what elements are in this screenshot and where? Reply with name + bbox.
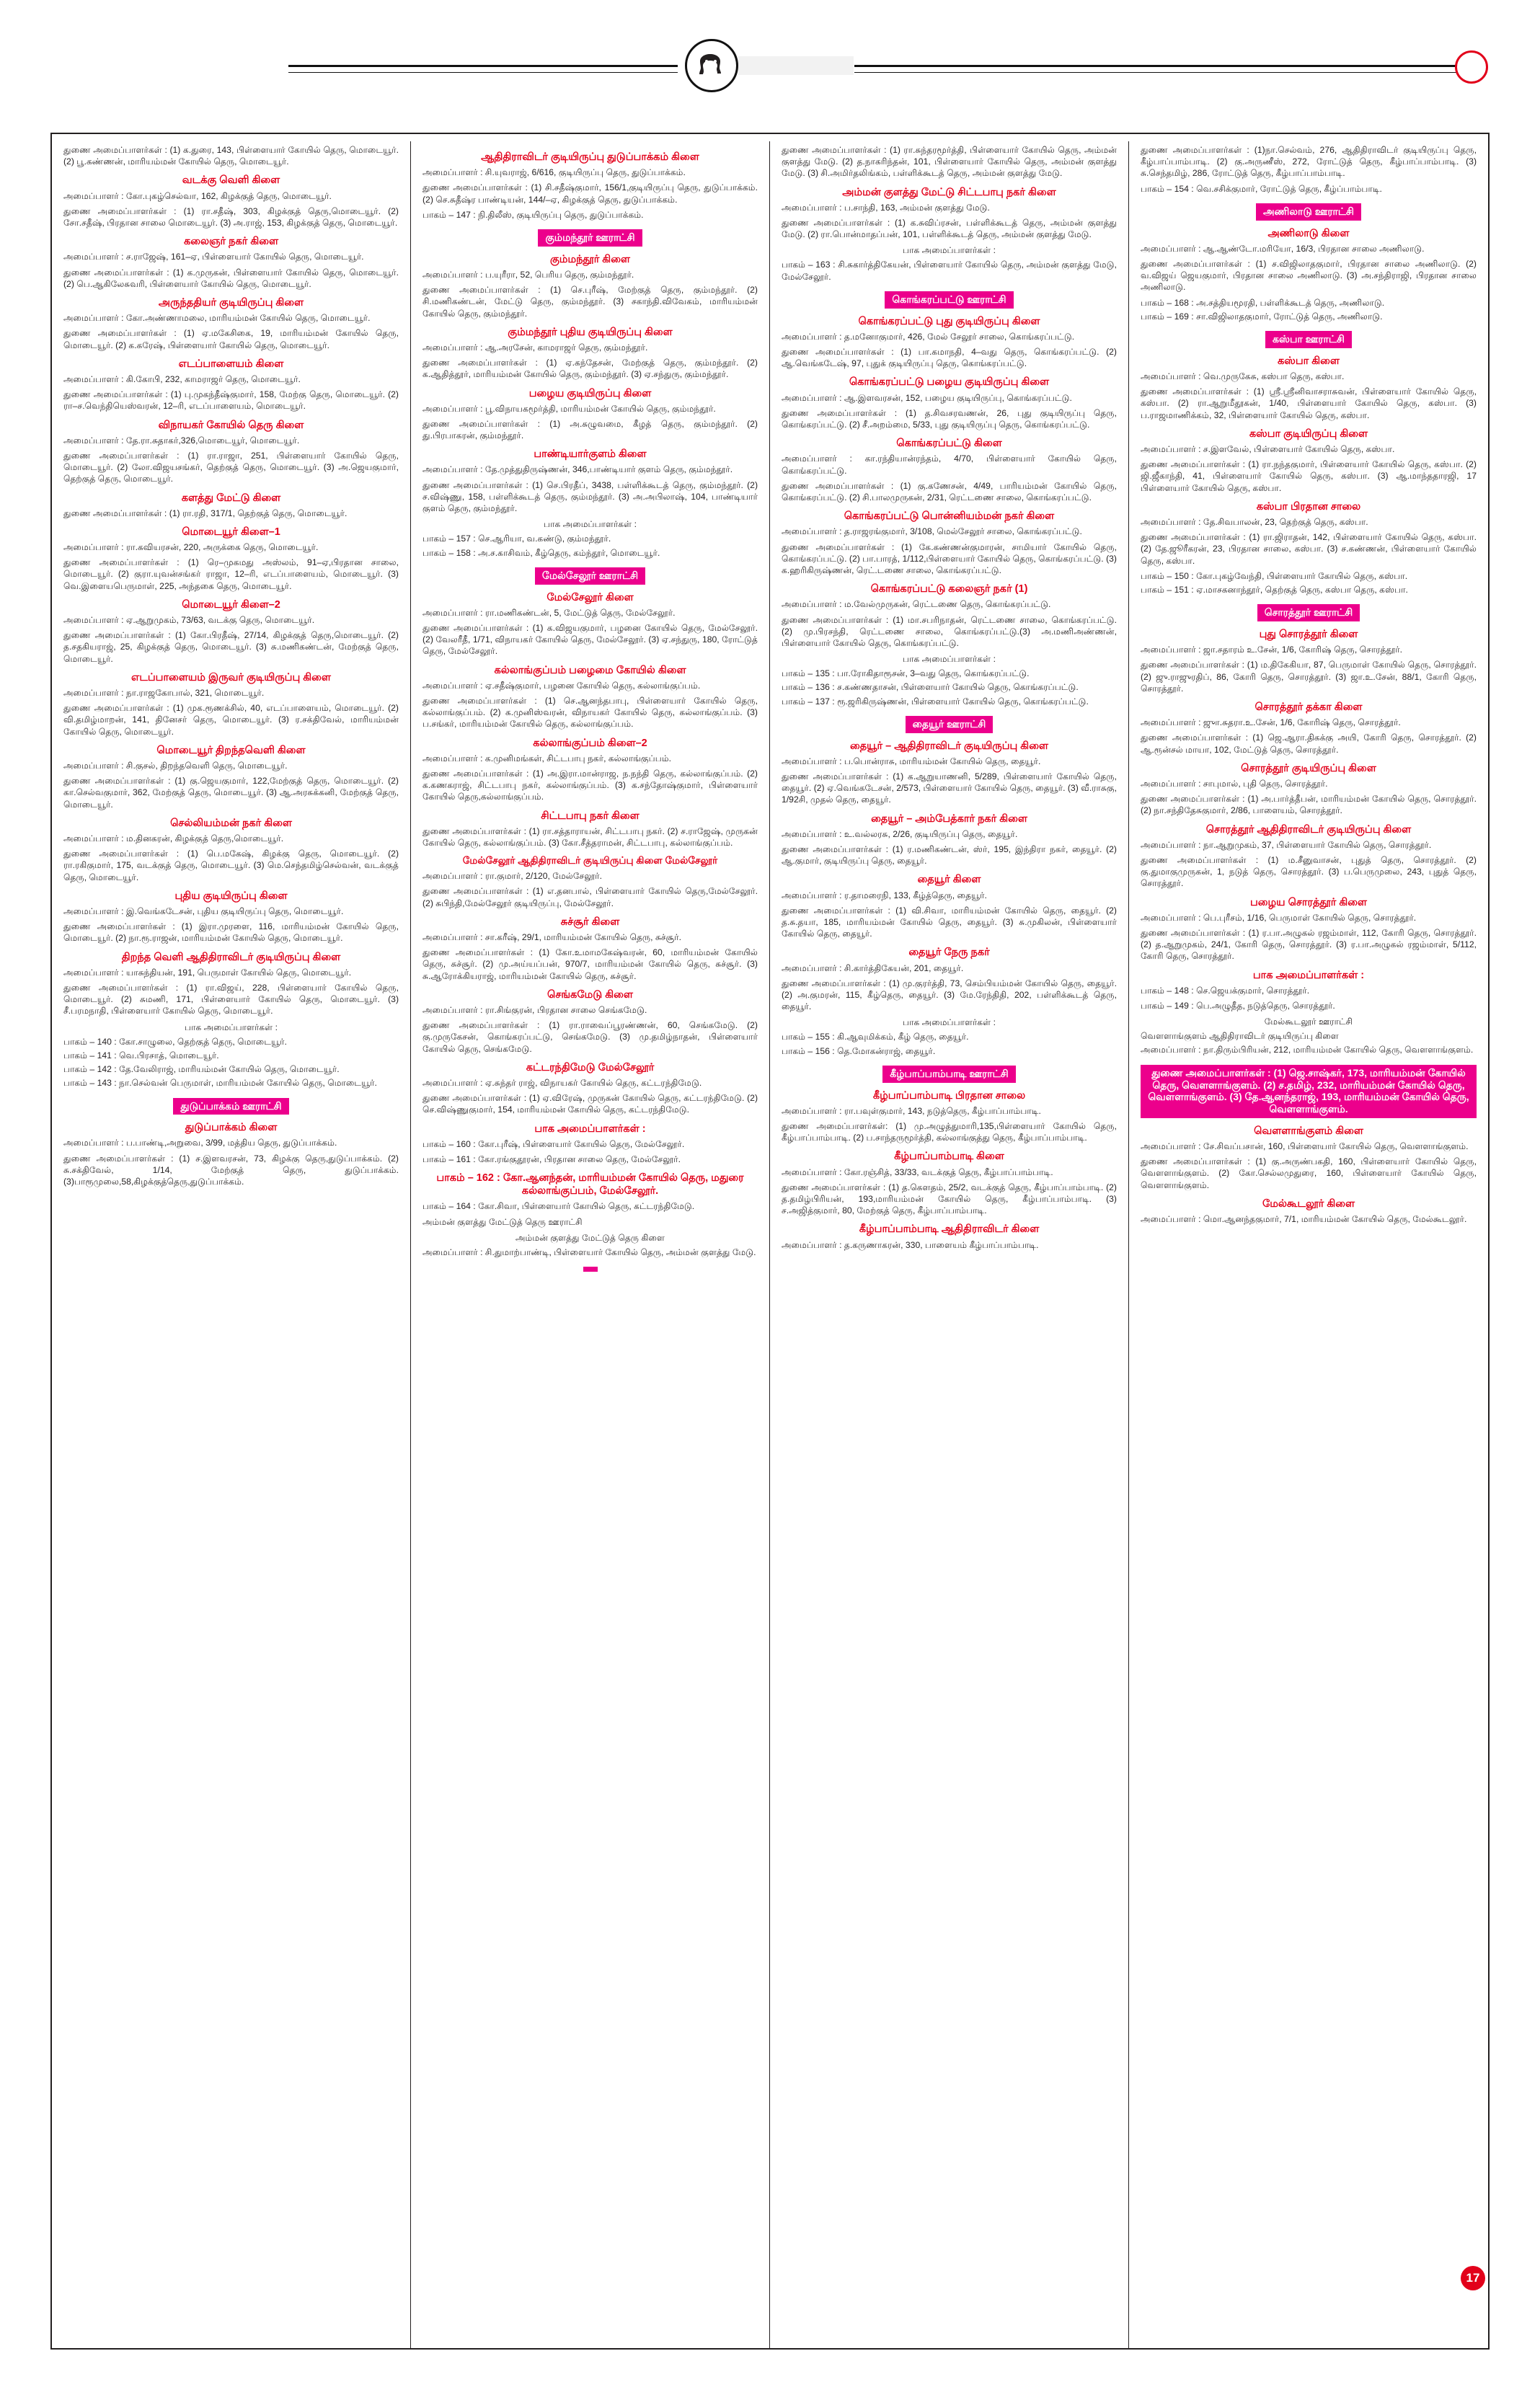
list-item: அமைப்பாளர் : சி.கார்த்திகேயன், 201, தையூர். — [782, 962, 964, 973]
list-item: அமைப்பாளர் : உ.வல்லரசு, 2/26, குடியிருப்பு தெரு, தையூர். — [782, 828, 1018, 839]
list-item: அமைப்பாளர் : ம.தினகரன், கிழக்குத் தெரு,மொடையூர். — [63, 833, 284, 844]
branch-title: மொடையூர் கிளை–1 — [182, 526, 280, 538]
part-organisers-heading: மேல்கூடலூர் ஊராட்சி — [1264, 1017, 1353, 1027]
list-item: துணை அமைப்பாளர்கள் : (1) கு.ஜெயகுமார், 122,மேற்குத் தெரு, மொடையூர். (2) கா.செல்வகுமார், 362, மேற்குத் தெரு, மொடையூர். (3) ஆ.அரசுக்கனி, மேற்குத் தெரு, மொடையூர். — [63, 776, 399, 810]
list-item: அமைப்பாளர் : நா.ஆறுமுகம், 37, பிள்ளையார் கோயில் தெரு, சொரத்தூர். — [1141, 839, 1432, 850]
part-organiser-row: பாகம் – 141 : வெ.பிரசாத், மொடையூர். — [63, 1050, 219, 1060]
list-item: அமைப்பாளர் : பூ.விநாயகமூர்த்தி, மாரியம்மன் கோயில் தெரு, கும்மந்தூர். — [422, 403, 716, 414]
branch-title: கலைஞர் நகர் கிளை — [183, 236, 279, 248]
branch-title: தையூர் நேரு நகர் — [908, 947, 990, 959]
panchayat-tag: கும்மந்தூர் ஊராட்சி — [538, 229, 642, 247]
masthead-band — [738, 56, 854, 75]
list-item: அமைப்பாளர் : ஏ.சுந்தர் ராஜ், விநாயகர் கோயில் தெரு, கட்டரந்திமேடு. — [422, 1077, 702, 1088]
part-organisers-heading: பாக அமைப்பாளர்கள் : — [185, 1022, 278, 1032]
list-item: துணை அமைப்பாளர்கள் : (1) ஏ.விரேஷ், முருகன் கோயில் தெரு, கட்டரந்திமேடு. (2) செ.விஷ்ணுகுமார், 154, மாரியம்மன் கோயில் தெரு, கட்டரந்திமேடு. — [422, 1093, 758, 1115]
list-item: துணை அமைப்பாளர்கள் : (1) த.சிவசரவணன், 26, புது குடியிருப்பு தெரு, கொங்கரப்பட்டு. (2) சீ.அறம்மை, 5/33, புது குடியிருப்பு தெரு, கொங்கரப்பட்டு. — [782, 407, 1117, 430]
branch-title: எடப்பாளையம் கிளை — [178, 358, 284, 370]
column-container — [52, 141, 1488, 2348]
list-item: அமைப்பாளர் : வெ.முருகேசு, கஸ்பா தெரு, கஸ்பா. — [1141, 371, 1345, 382]
list-item: பாகம் – 164 : கோ.சிவா, பிள்ளையார் கோயில் தெரு, கட்டரந்திமேடு. — [422, 1201, 695, 1212]
list-item: துணை அமைப்பாளர்கள் : (1)நா.செல்வம், 276, ஆதிதிராவிடர் குடியிருப்பு தெரு, கீழ்பாப்பாம்பாடி. (2) கு.அருணீஸ், 272, ரோட்டுத் தெரு, கீழ்பாப்பாம்பாடி. (3) சு.செந்தமிழ், 286, ரோட்டுத் தெரு, கீழ்பாப்பாம்பாடி. — [1141, 145, 1477, 179]
part-organiser-row: பாகம் – 156 : தெ.மோகன்ராஜ், தையூர். — [782, 1045, 936, 1056]
list-item: துணை அமைப்பாளர்கள் : (1) அ.சுழுவமை, கீழத் தெரு, கும்மந்தூர். (2) து.பிரபாகரன், கும்மந்தூர். — [422, 418, 758, 441]
elephant-emblem-icon — [685, 39, 738, 92]
list-item: அமைப்பாளர் : ச.ராஜேஷ், 161–ஏ, பிள்ளையார் கோயில் தெரு, மொடையூர். — [63, 252, 364, 262]
branch-title: கல்லாங்குப்பம் பழைமை கோயில் கிளை — [494, 664, 686, 676]
branch-title: பாக அமைப்பாளர்கள் : — [534, 1122, 646, 1135]
branch-title: மேல்கூடலூர் கிளை — [1262, 1197, 1355, 1210]
list-item: துணை அமைப்பாளர்கள் : (1) த.கௌதம், 25/2, வடக்குத் தெரு, கீழ்பாப்பாம்பாடி. (2) த.தமிழ்பிரியன், 193,மாரியம்மன் கோயில் தெரு, கீழ்பாப்பாம்பாடி. (3) ச.அஜித்குமார், 80, மேற்குத் தெரு, கீழ்பாப்பாம்பாடி. — [782, 1182, 1117, 1216]
branch-title: பாண்டியார்குளம் கிளை — [534, 448, 647, 461]
list-item: துணை அமைப்பாளர்கள் : (1) முக.ரூணக்சில், 40, எடப்பாளையம், மொடையூர். (2) வி.தமிழ்மாறன், 141, தினேசர் தெரு, மொடையூர். (3) ர.சக்திவேல், மாரியம்மன் கோயில் தெரு, மொடையூர். — [63, 703, 399, 737]
list-item: துணை அமைப்பாளர்கள் : (1) செ.ஆனந்தபாபு, பிள்ளையார் கோயில் தெரு, கல்லாங்குப்பம். (2) க.முனிஸ்வரன், விநாயகர் கோயில் தெரு, கல்லாங்குப்பம். (3) ப.சங்கர், மாரியம்மன் கோயில் தெரு, கல்லாங்குப்பம். — [422, 695, 758, 730]
list-item: துணை அமைப்பாளர்கள் : (1) மா.சபரிநாதன், ரெட்டணை சாலை, கொங்கரப்பட்டு. (2) மு.பிரசந்தி, ரெட்டணை சாலை, கொங்கரப்பட்டு.(3) அ.மணிஅண்ணன், பிள்ளையார் கோயில் தெரு, கொங்கரப்பட்டு. — [782, 614, 1117, 649]
list-item: துணை அமைப்பாளர்கள் : (1) ரா.ஜிராதன், 142, பிள்ளையார் கோயில் தெரு, கஸ்பா. (2) தே.ஜூரீகரன், 23, பிரதான சாலை, கஸ்பா. (3) ச.கண்ணன், பிள்ளையார் கோயில் தெரு, கஸ்பா. — [1141, 532, 1477, 566]
list-item: அமைப்பாளர் : ஜா.சதாரம் உ.சேன், 1/6, கோரிஷ் தெரு, சொரத்தூர். — [1141, 645, 1403, 655]
list-item: துணை அமைப்பாளர்கள் : (1) வி.சிவா, மாரியம்மன் கோயில் தெரு, தையூர். (2) த.சு.தயா, 185, மாரியம்மன் கோயில் தெரு, தையூர். (3) சு.முகிலன், பிள்ளையார் கோயில் தெரு, தையூர். — [782, 905, 1117, 939]
branch-title: திறந்த வெளி ஆதிதிராவிடர் குடியிருப்பு கிளை — [121, 951, 341, 963]
list-item: அமைப்பாளர் : ப.பொன்ராசு, மாரியம்மன் கோயில் தெரு, தையூர். — [782, 756, 1041, 766]
part-organisers-heading: பாக அமைப்பாளர்கள் : — [903, 1017, 996, 1028]
list-item: துணை அமைப்பாளர்கள் : (1) ஜெ.ஆரா.திகக்கு அயி, கோரி தெரு, சொரத்தூர். (2) ஆ.ரூன்சல் மாயா, 102, மேட்டுத் தெரு, சொரத்தூர். — [1141, 732, 1477, 755]
part-organiser-row: அமைப்பாளர் : நா.திரும்பிரியன், 212, மாரியம்மன் கோயில் தெரு, வௌளாங்குளம். — [1141, 1045, 1474, 1055]
branch-title: பழைய குடியிருப்பு கிளை — [528, 387, 652, 399]
list-item: அமைப்பாளர் : ஜுா.சுதரா.உ.சேன், 1/6, கோரிஷ் தெரு, சொரத்தூர். — [1141, 717, 1401, 728]
part-organiser-row: பாகம் – 158 : அ.ச.காசிவம், கீழ்தெரு, கம்ந்தூர், மொடையூர். — [422, 547, 660, 558]
list-item: துணை அமைப்பாளர்கள் : (1) ரா.ரதி, 317/1, தெற்குத் தெரு, மொடையூர். — [63, 508, 348, 518]
branch-title: கும்மந்தூர் புதிய குடியிருப்பு கிளை — [508, 326, 673, 338]
list-item: துணை அமைப்பாளர்கள் : (1) ரா.சுந்தரமூர்த்தி, பிள்ளையார் கோயில் தெரு, அம்மன் குளத்து மேடு. (2) த.நாகரிந்தன், 101, பிள்ளையார் கோயில் தெரு, அம்மன் குளத்து மேடு. (3) சி.அமிர்தலிங்கம், பள்ளிக்கூடத் தெரு, அம்மன் குளத்து மேடு. — [782, 145, 1117, 179]
part-organiser-row: பாகம் – 136 : ச.கண்ணதாசன், பிள்ளையார் கோயில் தெரு, கொங்கரப்பட்டு. — [782, 682, 1079, 693]
branch-title: கொங்கரப்பட்டு கிளை — [896, 438, 1002, 450]
list-item: துணை அமைப்பாளர்கள் : (1) அ.இரா.மான்ராஜ, ந.நந்தி தெரு, கல்லாங்குப்பம். (2) க.கணகராஜ், சிட்டபாபு நகர், கல்லாங்குப்பம். (3) க.சந்தோஷ்குமார், பிள்ளையார் கோயில் தெரு,கல்லாங்குப்பம். — [422, 768, 758, 802]
list-item: துணை அமைப்பாளர்கள் : (1) க.சுவிப்ரசன், பள்ளிக்கூடத் தெரு, அம்மன் குளத்து மேடு. (2) ரா.பொன்மாதப்பன், 101, பள்ளிக்கூடத் தெரு, அம்மன் குளத்து மேடு. — [782, 218, 1117, 240]
panchayat-tag: துடுப்பாக்கம் ஊராட்சி — [173, 1098, 288, 1115]
list-item: அமைப்பாளர் : த.ராஜரங்குமார், 3/108, மெல்சேலூர் சாலை, கொங்கரப்பட்டு. — [782, 526, 1082, 537]
branch-title: செல்லியம்மன் நகர் கிளை — [170, 817, 292, 829]
list-item: அமைப்பாளர் : ர.தாமரைநி, 133, கீழ்த்தெரு, தையூர். — [782, 890, 987, 900]
masthead-circle-mark — [1455, 50, 1488, 84]
branch-title: சுச்சூர் கிளை — [560, 916, 620, 928]
masthead-rule-right — [854, 65, 1482, 67]
list-item: துணை அமைப்பாளர்கள் : (1) செ.புரீஷ், மேற்குத் தெரு, கும்மந்தூர். (2) சி.மணிகண்டன், மேட்டு தெரு, கும்மந்தூர். (3) சகாந்தி.விவேகம், மாரியம்மன் கோயில் தெரு, கும்மந்தூர். — [422, 285, 758, 319]
list-item: துணை அமைப்பாளர்கள் : (1) ரா.விஜய், 228, பிள்ளையார் கோயில் தெரு, மொடையூர். (2) சுமணி, 171, பிள்ளையார் கோயில் தெரு, மொடையூர். (3) சீ.பரமநாதி, பிள்ளையார் கோயில் தெரு, மொடையூர். — [63, 983, 399, 1017]
branch-title: செங்கமேடு கிளை — [547, 988, 633, 1001]
page-number-badge: 17 — [1461, 2266, 1485, 2290]
part-organiser-row: பாகம் – 135 : பா.ரோகிதாரூசன், 3–வது தெரு, கொங்கரப்பட்டு. — [782, 668, 1030, 679]
list-item: பாகம் – 161 : கோ.ரங்குதூரன், பிரதான சாலை தெரு, மேல்சேலூர். — [422, 1153, 681, 1164]
list-item: துணை அமைப்பாளர்கள் : (1) ரா.ராவைப்பூரண்ணன், 60, செங்கமேடு. (2) கு.முருகேசன், கொங்கரப்பட்டு, செங்கமேடு. (3) மு.தமிழ்நாதன், பிள்ளையார் கோயில் தெரு, செங்கமேடு. — [422, 1020, 758, 1054]
list-item: துணை அமைப்பாளர்கள் : (1) ரா.நந்தகுமார், பிள்ளையார் கோயில் தெரு, கஸ்பா. (2) ஜி.ஜீகாந்தி, 41, பிள்ளையார் கோயில் தெரு, கஸ்பா. (3) ஆ.மாந்ததாரஜி, 17 பிள்ளையார் கோயில் தெரு, கஸ்பா. — [1141, 459, 1477, 493]
branch-title: கொங்கரப்பட்டு பழைய குடியிருப்பு கிளை — [849, 376, 1050, 389]
branch-title: அருந்ததியர் குடியிருப்பு கிளை — [158, 297, 304, 309]
list-item: துணை அமைப்பாளர்கள் : (1) ஏ.மகேசிகை, 19, மாரியம்மன் கோயில் தெரு, மொடையூர். (2) க.கரேஷ், பிள்ளையார் கோயில் தெரு, மொடையூர். — [63, 328, 399, 350]
list-item: துணை அமைப்பாளர்கள்: (1) மு.அழுத்துமாரி,135,பிள்ளையார் கோயில் தெரு, கீழ்பாப்பாம்பாடி. (2) ப.சாந்தருமூர்த்தி, கல்லாங்குத்து தெரு, கீழ்பாப்பாம்பாடி. — [782, 1121, 1117, 1143]
newspaper-page — [0, 25, 1540, 2400]
branch-title: மொடையூர் திறந்தவெளி கிளை — [156, 744, 306, 756]
branch-title: தையூர் – அம்பேத்கார் நகர் கிளை — [871, 812, 1027, 825]
part-organisers-heading: பாக அமைப்பாளர்கள் : — [903, 654, 996, 665]
list-item: துணை அமைப்பாளர்கள் : (1) ரா.சத்தாராயன், சிட்டபாபு நகர். (2) ச.ராஜேஷ், முருகன் கோயில் தெரு, கல்லாங்குப்பம். (3) கோ.சீத்தராமன், சிட்டபாபு, கல்லாங்குப்பம். — [422, 825, 758, 848]
list-item: அமைப்பாளர் : தே.ரா.சுதாகர்,326,மொடையூர், மொடையூர். — [63, 435, 300, 446]
list-item: துணை அமைப்பாளர்கள் : (1) பா.கமாநதி, 4–வது தெரு, கொங்கரப்பட்டு. (2) ஆ.வெங்கடேஷ், 97, புதுக் குடியிருப்பு தெரு, கொங்கரப்பட்டு. — [782, 347, 1117, 369]
list-item: அமைப்பாளர் : கா.ரந்தியான்ரந்தம், 4/70, பிள்ளையார் கோயில் தெரு, கொங்கரப்பட்டு. — [782, 453, 1117, 476]
list-item: அமைப்பாளர் : ப.சாந்தி, 163, அம்மன் குளத்து மேடு. — [782, 202, 990, 213]
list-item: அமைப்பாளர் : இ.வெங்கடேசன், புதிய குடியிருப்பு தெரு, மொடையூர். — [63, 906, 344, 917]
list-item: துணை அமைப்பாளர்கள் : (1) ர.மணிகண்டன், ஸ்ர், 195, இந்திரா நகர், தையூர். (2) ஆ.குமார், குடியிருப்பு தெரு, தையூர். — [782, 844, 1117, 867]
masthead-rule-left-thin — [288, 72, 678, 73]
list-item: துணை அமைப்பாளர்கள் : (1) ஏ.கந்தேசன், மேற்குத் தெரு, கும்மந்தூர். (2) க.ஆதித்தூர், மாரியம்மன் கோயில் தெரு, கும்மந்தூர். (3) ஏ.சந்துரு, கும்மந்தூர். — [422, 358, 758, 380]
list-item: பாகம் – 148 : செ.ஜெயக்குமார், சொரத்தூர். — [1141, 985, 1310, 996]
list-item: அம்மன் குளத்து மேட்டுத் தெரு ஊராட்சி — [422, 1216, 583, 1227]
part-organiser-row: பாகம் – 143 : நா.செல்வன் பெருமாள், மாரியம்மன் கோயில் தெரு, மொடையூர். — [63, 1078, 377, 1089]
list-item: அமைப்பாளர் : ஆ.ஆண்டோ.மரியோ, 16/3, பிரதான சாலை அணிலாடு. — [1141, 243, 1425, 254]
part-organiser-row: அமைப்பாளர் : சி.துமாற்பாண்டி, பிள்ளையார் கோயில் தெரு, அம்மன் குளத்து மேடு. — [422, 1247, 756, 1257]
list-item: அமைப்பாளர் : ரா.மணிகண்டன், 5, மேட்டுத் தெரு, மேல்சேலூர். — [422, 607, 676, 618]
list-item: அமைப்பாளர் : ஏ.ஆறுமுகம், 73/63, வடக்கு தெரு, மொடையூர். — [63, 615, 315, 626]
branch-title: கொங்கரப்பட்டு பொன்னியம்மன் நகர் கிளை — [844, 510, 1055, 523]
list-item: அமைப்பாளர் : சி.யுவராஜ், 6/616, குடியிருப்பு தெரு, துடுப்பாக்கம். — [422, 167, 686, 178]
panchayat-tag: கீழ்பாப்பாம்பாடி ஊராட்சி — [882, 1066, 1015, 1083]
masthead-rule-left — [288, 65, 678, 67]
list-item: அமைப்பாளர் : பெ.புரீசம், 1/16, பெருமாள் கோயில் தெரு, சொரத்தூர். — [1141, 912, 1417, 923]
part-organiser-row: வௌளாங்குளம் ஆதிதிராவிடர் குடியிருப்பு கிளை — [1141, 1031, 1339, 1042]
branch-title: கொங்கரப்பட்டு புது குடியிருப்பு கிளை — [858, 315, 1040, 327]
branch-title: புதிய குடியிருப்பு கிளை — [174, 890, 288, 902]
part-organiser-row: பாகம் – 151 : ஏ.மாசகனாந்தூர், தெற்குத் தெரு, கஸ்பா தெரு, கஸ்பா. — [1141, 585, 1408, 595]
list-item: பாகம் – 160 : கோ.புரீஷ், பிள்ளையார் கோயில் தெரு, மேல்சேலூர். — [422, 1138, 685, 1149]
part-organiser-row: பாகம் – 169 : சா.விஜிலாதகுமார், ரோட்டுத் தெரு, அணிலாடு. — [1141, 311, 1383, 322]
panchayat-tag: தையூர் ஊராட்சி — [906, 716, 994, 733]
list-item: அமைப்பாளர் : ரா.குமார், 2/120, மேல்சேலூர். — [422, 871, 602, 882]
list-item: துணை அமைப்பாளர்கள் : (1) செ.பிரதீப், 3438, பள்ளிக்கூடத் தெரு, கும்மந்தூர். (2) ச.விஷ்ணு, 158, பள்ளிக்கூடத் தெரு, கும்மந்தூர். (3) அ.அபிலாஷ், 104, பாண்டியார் குளம் தெரு, கும்மந்தூர். — [422, 479, 758, 514]
branch-title: அம்மன் குளத்து மேட்டு சிட்டபாபு நகர் கிளை — [842, 186, 1056, 198]
list-item: அமைப்பாளர் : த.கருணாகரன், 330, பாளையம் கீழ்பாப்பாம்பாடி. — [782, 1239, 1039, 1250]
list-item: துணை அமைப்பாளர்கள் : (1) க.விஜயகுமார், பழனை கோயில் தெரு, மேல்சேலூர். (2) வேலரீதீ, 1/71, விநாயகர் கோயில் தெரு, மேல்சேலூர். (3) ஏ.சந்துரு, 180, ரோட்டுத் தெரு, மேல்சேலூர். — [422, 622, 758, 657]
branch-title: மொடையூர் கிளை–2 — [182, 598, 280, 611]
branch-title: சிட்டபாபு நகர் கிளை — [541, 810, 640, 822]
list-item: அமைப்பாளர் : ஆ.இளவரசன், 152, பழைய குடியிருப்பு, கொங்கரப்பட்டு. — [782, 392, 1072, 403]
list-item: துணை அமைப்பாளர்கள் : (1) மு.குரர்த்தி, 73, செம்பியம்மன் கோயில் தெரு, தையூர். (2) அ.குமரன், 115, கீழ்தெரு, தையூர். (3) மே.ரேந்திதி, 202, பள்ளிக்கூடத் தெரு, தையூர். — [782, 978, 1117, 1012]
list-item: அமைப்பாளர் : சி.குசல், திறந்தவெளி தெரு, மொடையூர். — [63, 761, 288, 771]
list-item: துணை அமைப்பாளர்கள் : (1) ரா.ராஜா, 251, பிள்ளையார் கோயில் தெரு, மொடையூர். (2) லோ.விஜயசங்கர், தெற்குத் தெரு, மொடையூர். (3) அ.ஜெயகுமார், தெற்குத் தெரு, மொடையூர். — [63, 450, 399, 484]
list-item: துணை அமைப்பாளர்கள் : (1) கு.கணேசன், 4/49, பாரியம்மன் கோயில் தெரு, கொங்கரப்பட்டு. (2) சி.பாலமுருகன், 2/31, ரெட்டணை சாலை, கொங்கரப்பட்டு. — [782, 480, 1117, 503]
part-organiser-row: பாகம் – 157 : செ.ஆரியா, வ.கண்டு, கும்மந்தூர். — [422, 533, 611, 544]
part-organisers-heading: பாக அமைப்பாளர்கள் : — [544, 519, 637, 530]
list-item: துணை அமைப்பாளர்கள் : (1) ரெ–முகமது அஸ்லம், 91–ஏ,பிரதான சாலை, மொடையூர். (2) குரா.யுவன்சங்கர் ராஜா, 12–ரி, எடப்பாளையம், மொடையூர். (3) வெ.இளையபெருமாள், 225, அந்தகை தெரு, மொடையூர். — [63, 557, 399, 591]
branch-title: கும்மந்தூர் கிளை — [549, 253, 630, 265]
column-1 — [52, 141, 411, 2348]
list-item: அமைப்பாளர் : ரா.சிங்குரன், பிரதான சாலை செங்கமேடு. — [422, 1004, 647, 1015]
branch-title: கஸ்பா குடியிருப்பு கிளை — [1249, 428, 1368, 440]
list-item: அமைப்பாளர் : யாசுந்தியன், 191, பெருமாள் கோயில் தெரு, மொடையூர். — [63, 967, 352, 978]
list-item: அமைப்பாளர் : தே.சிவபாலன், 23, தெற்குத் தெரு, கஸ்பா. — [1141, 517, 1368, 528]
list-item: துணை அமைப்பாளர்கள் : (1) எ.தனபால், பிள்ளையார் கோயில் தெரு,மேல்சேலூர். (2) சுபிந்தி,மேல்சேலூர் குடியிருப்பு, மேல்சேலூர். — [422, 886, 758, 908]
panchayat-tag: அணிலாடு ஊராட்சி — [1256, 203, 1361, 221]
masthead-rule-right-thin — [854, 72, 1482, 73]
panchayat-tag: சொரத்தூர் ஊராட்சி — [1257, 604, 1360, 621]
panchayat-tag — [583, 1267, 598, 1272]
column-4 — [1129, 141, 1488, 2348]
branch-title: விநாயகர் கோயில் தெரு கிளை — [158, 419, 304, 431]
branch-title: சொரத்தூர் ஆதிதிராவிடர் குடியிருப்பு கிளை — [1205, 823, 1412, 836]
list-item: அமைப்பாளர் : சே.சிவப்பசான், 160, பிள்ளையார் கோயில் தெரு, வௌளாங்குளம். — [1141, 1141, 1469, 1152]
list-item: அமைப்பாளர் : ரா.பவுள்குமார், 143, நடுத்தெரு, கீழ்பாப்பாம்பாடி. — [782, 1105, 1041, 1116]
branch-title: கல்லாங்குப்பம் கிளை–2 — [533, 737, 647, 749]
branch-title: புது சொரத்தூர் கிளை — [1259, 629, 1358, 641]
branch-title: தையூர் கிளை — [917, 874, 981, 886]
list-item: அமைப்பாளர் : சா.கரீஷ், 29/1, மாரியம்மன் கோயில் தெரு, சுச்சூர். — [422, 931, 682, 942]
branch-title: பாகம் – 162 : கோ.ஆனந்தன், மாரியம்மன் கோயில் தெரு, மதுரை கல்லாங்குப்பம், மேல்சேலூர். — [436, 1172, 744, 1197]
list-item: துணை அமைப்பாளர்கள் : (1) கே.கண்ணன்குமாரன், சாமியார் கோயில் தெரு, கொங்கரப்பட்டு. (2) பா.பாரத், 1/112,பிள்ளையார் கோயில் தெரு, கொங்கரப்பட்டு. (3) க.ஹரிகிருஷ்ணன், ரெட்.டணை சாலை, கொங்கரப்பட்டு. — [782, 541, 1117, 576]
list-item: அமைப்பாளர் : மொ.ஆனந்தகுமார், 7/1, மாரியம்மன் கோயில் தெரு, மேல்கூடலூர். — [1141, 1214, 1467, 1225]
branch-title: களத்து மேட்டு கிளை — [181, 492, 281, 504]
branch-title: சொரத்தூர் தக்கா கிளை — [1254, 701, 1363, 714]
branch-title: துடுப்பாக்கம் கிளை — [185, 1122, 278, 1134]
list-item: துணை அமைப்பாளர்கள் : (1) க.முருகன், பிள்ளையார் கோயில் தெரு, மொடையூர். (2) பெ.ஆகிலேசுவரி, பிள்ளையார் கோயில் தெரு, மொடையூர். — [63, 267, 399, 289]
list-item: அமைப்பாளர் : க.முனிமங்கள், சிட்டபாபு நகர், கல்லாங்குப்பம். — [422, 753, 672, 763]
branch-title: அணிலாடு கிளை — [1267, 227, 1350, 239]
list-item: அமைப்பாளர் : ஏ.சதீஷ்குமார், பழனை கோயில் தெரு, கல்லாங்குப்பம். — [422, 680, 701, 691]
list-item: அமைப்பாளர் : ரா.கவியரசன், 220, அருக்கை தெரு, மொடையூர். — [63, 542, 319, 553]
branch-title: பழைய சொரத்தூர் கிளை — [1249, 896, 1368, 908]
list-item: அமைப்பாளர் : ம.வேல்முருகன், ரெட்டணை தெரு, கொங்கரப்பட்டு. — [782, 599, 1051, 610]
list-item: துணை அமைப்பாளர்கள் : (1) ச.விஜிலாதகுமார், பிரதான சாலை அணிலாடு. (2) வ.விஜய் ஜெயகுமார், பிரதான சாலை அணிலாடு. (3) அ.சந்திராஜி, பிரதான சாலை அணிலாடு. — [1141, 259, 1477, 293]
list-item: துணை அமைப்பாளர்கள் : (1) ரா.சதீஷ், 303, கிழக்குத் தெரு,மொடையூர். (2) சோ.சதீஷ், பிரதான சாலை மொடையூர். (3) அ.ராஜ், 153, கிழக்குத் தெரு, மொடையூர். — [63, 205, 399, 228]
list-item: அமைப்பாளர் : நா.ராஜகோபால், 321, மொடையூர். — [63, 688, 265, 699]
branch-title: மேல்சேலூர் ஆதிதிராவிடர் குடியிருப்பு கிளை மேல்சேலூர் — [462, 855, 718, 867]
branch-title: கீழ்பாப்பாம்பாடி ஆதிதிராவிடர் கிளை — [859, 1223, 1040, 1236]
list-item: அமைப்பாளர் : கோ.புகழ்செல்வா, 162, கிழக்குத் தெரு, மொடையூர். — [63, 190, 332, 201]
branch-title: எடப்பாளையம் இருவர் குடியிருப்பு கிளை — [131, 671, 331, 683]
list-item: துணை அமைப்பாளர்கள் : (1) கோ.உமாமகேஷ்வரன், 60, மாரியம்மன் கோயில் தெரு, சுச்சூர். (2) மு.அய்யப்பன், 970/7, மாரியம்மன் கோயில் தெரு, சுச்சூர். (3) சு.ஆரோக்கியராஜ், மாரியம்மன் கோயில் தெரு, சுச்சூர். — [422, 947, 758, 981]
part-organisers-heading: பாக அமைப்பாளர்கள் : — [903, 245, 996, 256]
branch-title: வடக்கு வெளி கிளை — [182, 174, 280, 187]
part-organiser-row: பாகம் – 147 : நி.திலீஸ், குடியிருப்பு தெரு, துடுப்பாக்கம். — [422, 209, 644, 220]
list-item: பாகம் – 149 : பெ.அழுதீத, நடுத்தெரு, சொரத்தூர். — [1141, 1001, 1335, 1011]
column-2 — [411, 141, 770, 2348]
list-item: துணை அமைப்பாளர்கள் : (1) ச.இளவரசன், 73, கிழக்கு தெரு,துடுப்பாக்கம். (2) சு.சக்திவேல், 1/14, மேற்குத் தெரு, துடுப்பாக்கம். (3)பாரூமுலை,58,கிழக்குத்தெரு,துடுப்பாக்கம். — [63, 1153, 399, 1187]
branch-title: ஆதிதிராவிடர் குடியிருப்பு துடுப்பாக்கம் கிளை — [481, 151, 699, 163]
list-item: அமைப்பாளர் : கி.கோபி, 232, காமராஜர் தெரு, மொடையூர். — [63, 373, 301, 384]
part-organisers-heading: அம்மன் குளத்து மேட்டுத் தெரு கிளை — [515, 1232, 665, 1243]
list-item: அமைப்பாளர் : சாபுமால், புதி தெரு, சொரத்தூர். — [1141, 779, 1328, 789]
list-item: துணை அமைப்பாளர்கள் : (1) ஶ்ரீ.ஶ்ரீனிவாசராசுவன், பிள்ளையார் கோயில் தெரு, கஸ்பா. (2) ரா.ஆறுமீதூகன், 1/40, பிள்ளையார் கோயில் தெரு, கஸ்பா. (3) ப.ராஜமாணிக்கம், 32, பிள்ளையார் கோயில் தெரு, கஸ்பா. — [1141, 386, 1477, 420]
branch-title: சொரத்தூர் குடியிருப்பு கிளை — [1241, 762, 1376, 774]
panchayat-tag: கொங்கரப்பட்டு ஊராட்சி — [885, 291, 1013, 309]
panchayat-tag: துணை அமைப்பாளர்கள் : (1) ஜெ.சாஷ்கர், 173, மாரியம்மன் கோயில் தெரு, வௌளாங்குளம். (2) ச.தமிழ், 232, மாரியம்மன் கோயில் தெரு, வௌளாங்குளம். (3) தே.ஆனந்தராஜ், 193, மாரியம்மன் கோயில் தெரு, வௌளாங்குளம். — [1141, 1065, 1477, 1118]
part-organiser-row: பாகம் – 150 : கோ.புகழ்வேந்தி, பிள்ளையார் கோயில் தெரு, கஸ்பா. — [1141, 570, 1408, 581]
list-item: துணை அமைப்பாளர்கள் : (1) சி.சதீஷ்குமார், 156/1,குடியிருப்பு தெரு, துடுப்பாக்கம். (2) செ.சுதீஷ்ர பாண்டியன், 144/–ஏ, கிழக்குத் தெரு, துடுப்பாக்கம். — [422, 182, 758, 205]
branch-title: தையூர் – ஆதிதிராவிடர் குடியிருப்பு கிளை — [850, 740, 1048, 752]
list-item: துணை அமைப்பாளர்கள் : (1) கு.அருண்பகதி, 160, பிள்ளையார் கோயில் தெரு, வௌளாங்குளம். (2) கோ.செல்லமுதுரை, 160, பிள்ளையார் கோயில் தெரு, வௌளாங்குளம். — [1141, 1156, 1477, 1190]
column-3 — [770, 141, 1129, 2348]
branch-title: மேல்சேலூர் கிளை — [546, 591, 634, 603]
part-organiser-row: பாகம் – 137 : ரூ.ஜரிகிருஷ்ணன், பிள்ளையார் கோயில் தெரு, கொங்கரப்பட்டு. — [782, 696, 1089, 707]
branch-title: கஸ்பா கிளை — [1278, 355, 1340, 367]
list-item: துணை அமைப்பாளர்கள் : (1) க.துரை, 143, பிள்ளையார் கோயில் தெரு, மொடையூர். (2) பூ.கண்ணன், மாரியம்மன் கோயில் தெரு, மொடையூர். — [63, 145, 399, 167]
list-item: துணை அமைப்பாளர்கள் : (1) கோ.பிரதீஷ், 27/14, கிழக்குத் தெரு,மொடையூர். (2) த.சதகியராஜ், 25, கிழக்குத் தெரு, மொடையூர். (3) சு.மணிகண்டன், மேற்குத் தெரு, மொடையூர். — [63, 630, 399, 664]
list-item: துணை அமைப்பாளர்கள் : (1) பெ.மகேஷ், கிழக்கு தெரு, மொடையூர். (2) ரா.ரகிகுமார், 175, வடக்குத் தெரு, மொடையூர். (3) மெ.செந்தமிழ்செல்வன், வடக்குத் தெரு, மொடையூர். — [63, 849, 399, 882]
list-item: அமைப்பாளர் : கோ.ரஞ்சித், 33/33, வடக்குத் தெரு, கீழ்பாப்பாம்பாடி. — [782, 1166, 1053, 1177]
branch-title: கொங்கரப்பட்டு கலைஞர் நகர் (1) — [870, 583, 1028, 595]
list-item: அமைப்பாளர் : த.மனோகுமார், 426, மேல் சேலூர் சாலை, கொங்கரப்பட்டு. — [782, 331, 1075, 342]
part-organiser-row: பாகம் – 168 : அ.சத்தியமூரதி, பள்ளிக்கூடத் தெரு, அணிலாடு. — [1141, 297, 1385, 308]
branch-title: கீழ்பாப்பாம்பாடி கிளை — [894, 1151, 1004, 1163]
list-item: துணை அமைப்பாளர்கள் : (1) அ.பார்த்தீபன், மாரியம்மன் கோயில் தெரு, சொரத்தூர். (2) நா.சந்திதேசுகுமார், 2/86, பாளையம், சொரத்தூர். — [1141, 794, 1477, 816]
content-frame — [50, 133, 1490, 2350]
list-item: அமைப்பாளர் : கோ.அண்ணாமலை, மாரியம்மன் கோயில் தெரு, மொடையூர். — [63, 313, 371, 324]
panchayat-tag: கஸ்பா ஊராட்சி — [1265, 331, 1352, 348]
list-item: துணை அமைப்பாளர்கள் : (1) ர.பா.அழுகல் ரஜம்மாள், 112, கோரி தெரு, சொரத்தூர். (2) த.ஆறுமுகம், 24/1, கோரி தெரு, சொரத்தூர். (3) ர.பா.அழுகல் ரஜம்மாள், 5/112, கோரி தெரு, சொரத்தூர். — [1141, 928, 1477, 962]
list-item: அமைப்பாளர் : ஆ.அரசேன், காமராஜர் தெரு, கும்மந்தூர். — [422, 342, 648, 353]
list-item: துணை அமைப்பாளர்கள் : (1) ம.திகேகியா, 87, பெருமாள் கோயில் தெரு, சொரத்தூர். (2) ஜு.ராஜுரதிப், 86, கோரி தெரு, சொரத்தூர். (3) ஜா.உ.சேன், 88/1, கோரி தெரு, சொரத்தூர். — [1141, 660, 1477, 694]
masthead — [0, 25, 1540, 111]
part-organiser-row: பாகம் – 154 : வெ.சசிக்குமார், ரோட்டுத் தெரு, கீழ்ப்பாம்பாடி. — [1141, 183, 1382, 194]
list-item: துணை அமைப்பாளர்கள் : (1) இரா.முரளை, 116, மாரியம்மன் கோயில் தெரு, மொடையூர். (2) நா.ரூ.ராஜன், மாரியம்மன் கோயில் தெரு, மொடையூர். — [63, 921, 399, 944]
list-item: துணை அமைப்பாளர்கள் : (1) பு.முகந்தீஷ்குமார், 158, மேற்கு தெரு, மொடையூர். (2) ரா–ச.வெந்தியெஸ்வரன், 12–ரி, எடப்பாளையம், மொடையூர். — [63, 389, 399, 412]
part-organiser-row: பாகம் – 142 : தே.வேலிராஜ், மாரியம்மன் கோயில் தெரு, மொடையூர். — [63, 1064, 340, 1075]
part-organiser-row: பாகம் – 163 : சி.சுகார்த்திகேயன், பிள்ளையார் கோயில் தெரு, அம்மன் குளத்து மேடு, மேல்சேலூர். — [782, 260, 1117, 282]
list-item: துணை அமைப்பாளர்கள் : (1) ம.சீனுவாசன், புதுத் தெரு, சொரத்தூர். (2) கு.துமாகுமுருகன், 1, நடுத் தெரு, சொரத்தூர். (3) ப.பெருமுலை, 243, புதுத் தெரு, சொரத்தூர். — [1141, 855, 1477, 889]
list-item: அமைப்பாளர் : தே.முத்துதிருஷ்ணன், 346,பாண்டியார் குளம் தெரு, கும்மந்தூர். — [422, 464, 733, 475]
branch-title: வௌளாங்குளம் கிளை — [1254, 1125, 1363, 1137]
branch-title: பாக அமைப்பாளர்கள் : — [1252, 969, 1365, 981]
list-item: அமைப்பாளர் : ச.இளவேல், பிள்ளையார் கோயில் தெரு, கஸ்பா. — [1141, 444, 1395, 455]
list-item: அமைப்பாளர் : ப.யுரீரா, 52, பெரிய தெரு, கும்மந்தூர். — [422, 269, 634, 280]
branch-title: கட்டரந்திமேடு மேல்சேலூர் — [526, 1061, 655, 1073]
branch-title: கஸ்பா பிரதான சாலை — [1256, 500, 1361, 513]
panchayat-tag: மேல்சேலூர் ஊராட்சி — [535, 567, 645, 585]
part-organiser-row: பாகம் – 140 : கோ.சாழுலை, தெற்குத் தெரு, மொடையூர். — [63, 1036, 287, 1047]
list-item: துணை அமைப்பாளர்கள் : (1) க.ஆறுயாணனி, 5/289, பிள்ளையார் கோயில் தெரு, தையூர். (2) ஏ.வெங்கடேசன், 2/573, பிள்ளையார் கோயில் தெரு, தையூர். (3) வீ.ராசுகு, 1/92சி, முதல் தெரு, தையூர். — [782, 771, 1117, 805]
branch-title: கீழ்பாப்பாம்பாடி பிரதான சாலை — [872, 1089, 1026, 1102]
part-organiser-row: பாகம் – 155 : கி.ஆவுமிக்கம், கீழ் தெரு, தையூர். — [782, 1032, 969, 1042]
list-item: அமைப்பாளர் : ப.பாண்டி,அறுவை, 3/99, மத்திய தெரு, துடுப்பாக்கம். — [63, 1138, 337, 1148]
